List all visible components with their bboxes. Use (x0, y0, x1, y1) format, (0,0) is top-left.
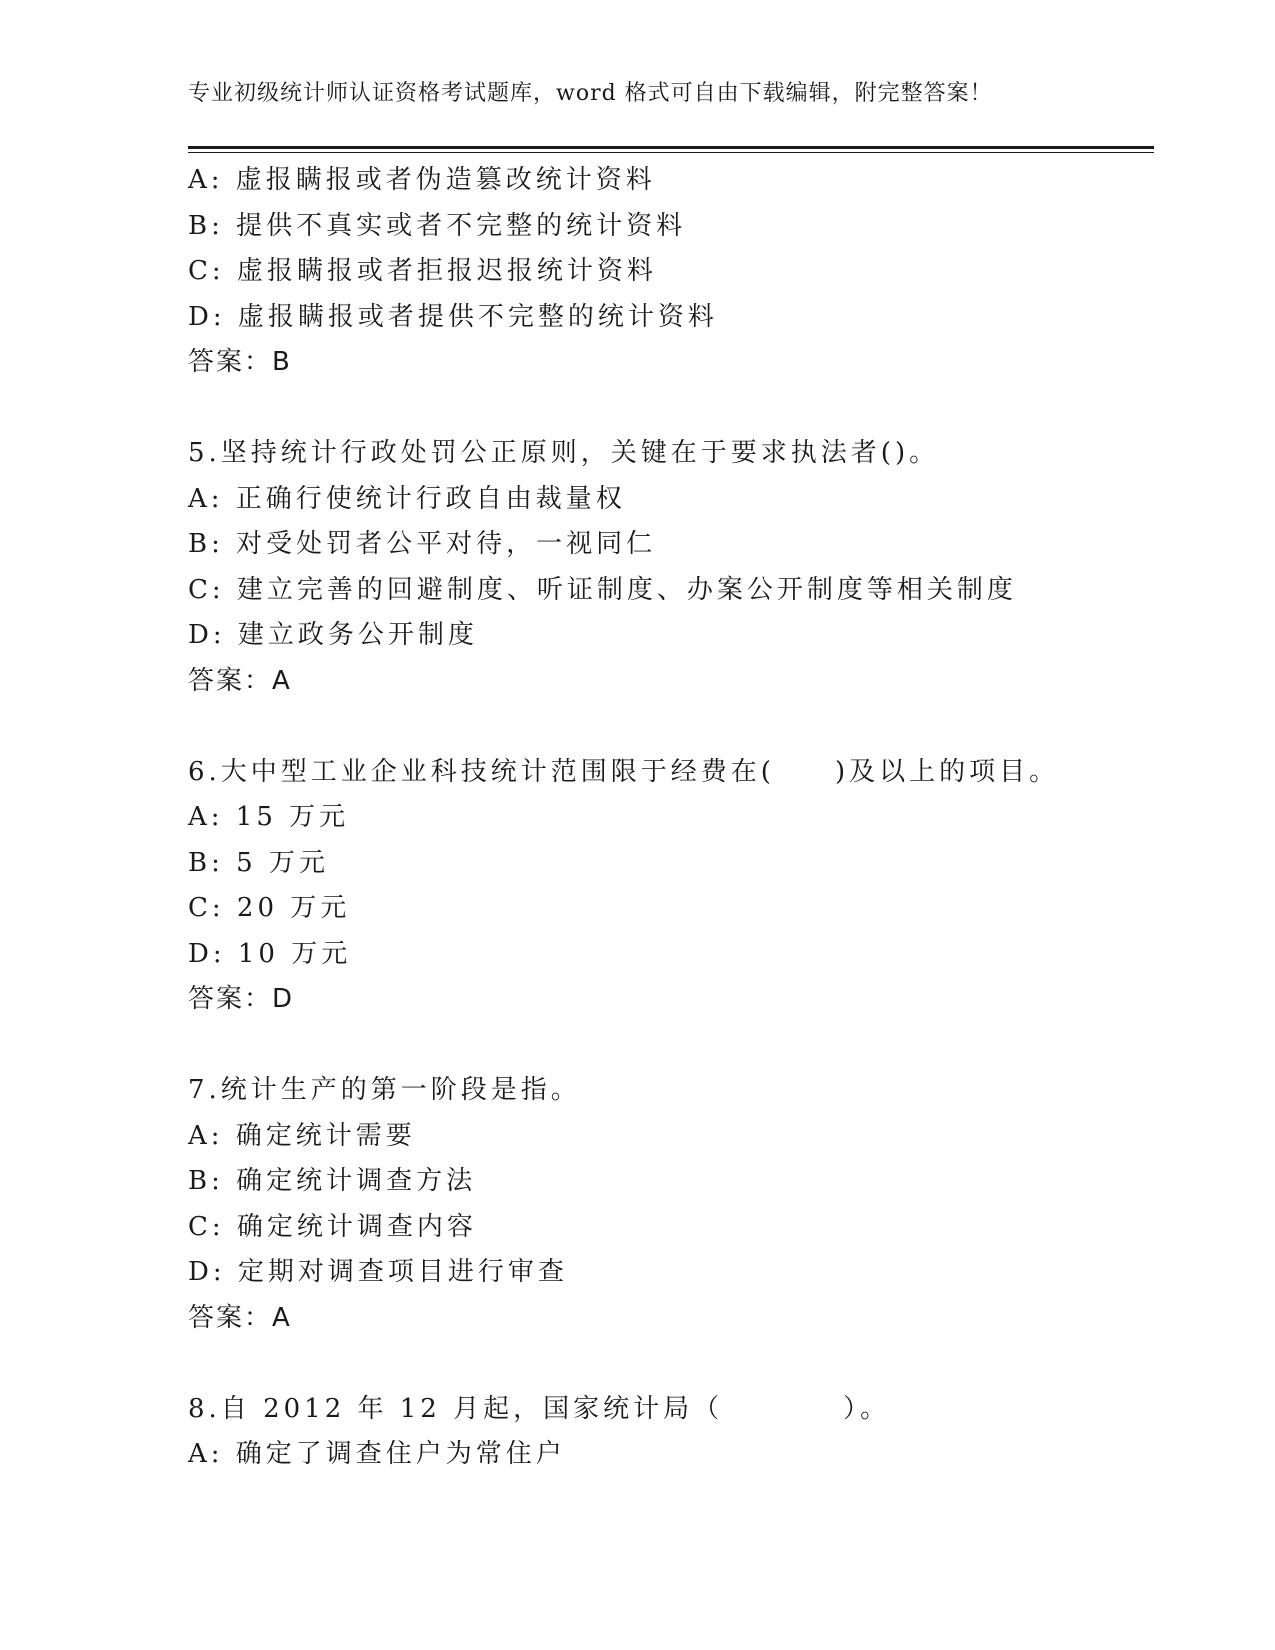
option-text: B: 对受处罚者公平对待，一视同仁 (188, 529, 657, 559)
page-header: 专业初级统计师认证资格考试题库，word 格式可自由下载编辑，附完整答案！ (188, 81, 993, 106)
answer-text: 答案：A (188, 1302, 292, 1333)
answer-text: 答案：A (188, 665, 292, 696)
option-text: D: 虚报瞒报或者提供不完整的统计资料 (188, 301, 718, 332)
option-text: B: 5 万元 (188, 847, 329, 878)
option-text: A: 正确行使统计行政自由裁量权 (188, 483, 626, 514)
option-text: B: 提供不真实或者不完整的统计资料 (188, 210, 687, 241)
header-rule-thick (188, 146, 1154, 149)
option-text: C: 确定统计调查内容 (188, 1211, 477, 1242)
option-text: C: 虚报瞒报或者拒报迟报统计资料 (188, 256, 657, 286)
option-text: D: 10 万元 (188, 938, 352, 969)
option-text: A: 虚报瞒报或者伪造篡改统计资料 (188, 165, 656, 195)
answer-text: 答案：D (188, 984, 295, 1014)
option-text: A: 确定了调查住户为常住户 (188, 1439, 566, 1469)
header-rule-thin (188, 152, 1154, 153)
option-text: B: 确定统计调查方法 (188, 1166, 477, 1196)
option-text: C: 建立完善的回避制度、听证制度、办案公开制度等相关制度 (188, 574, 1017, 605)
block-spacer (188, 704, 1168, 750)
block-spacer (188, 1341, 1168, 1387)
question-block (188, 158, 1168, 431)
question-text: 7.统计生产的第一阶段是指。 (188, 1075, 581, 1105)
question-block (188, 750, 1168, 1069)
option-text: A: 15 万元 (188, 802, 350, 832)
block-spacer (188, 1023, 1168, 1069)
option-text: D: 建立政务公开制度 (188, 620, 478, 650)
option-text: C: 20 万元 (188, 893, 351, 923)
question-list (188, 158, 1168, 1478)
question-block (188, 431, 1168, 750)
block-spacer (188, 386, 1168, 432)
question-text: 6.大中型工业企业科技统计范围限于经费在( )及以上的项目。 (188, 756, 1060, 787)
question-text: 5.坚持统计行政处罚公正原则，关键在于要求执法者()。 (188, 438, 940, 468)
option-text: A: 确定统计需要 (188, 1120, 416, 1151)
answer-text: 答案：B (188, 347, 292, 377)
question-block (188, 1068, 1168, 1387)
question-text: 8.自 2012 年 12 月起，国家统计局（ ）。 (188, 1393, 891, 1424)
question-block (188, 1387, 1168, 1478)
option-text: D: 定期对调查项目进行审查 (188, 1257, 568, 1287)
